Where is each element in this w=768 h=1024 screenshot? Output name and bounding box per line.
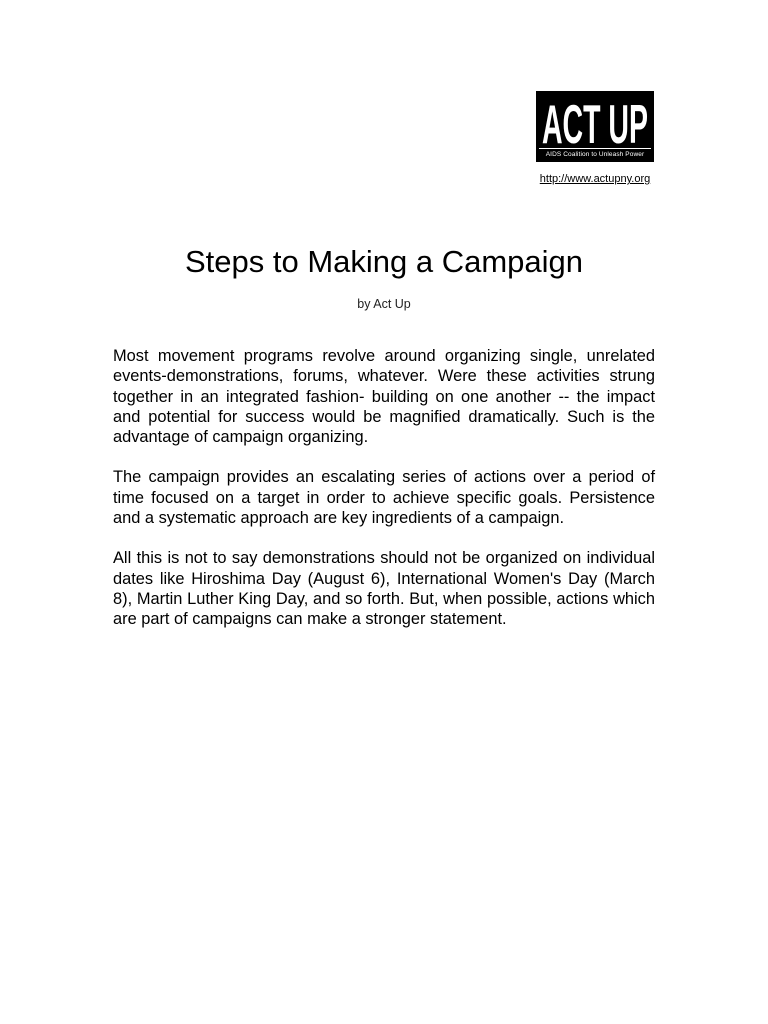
- act-up-logo: [536, 91, 654, 162]
- paragraph: The campaign provides an escalating series of actions over a period of time focused on a target in order to achieve specific goals. Persistence and a systematic approach are key ingredients of a campaign.: [113, 468, 655, 528]
- act-up-wordmark: [540, 93, 650, 147]
- paragraph: All this is not to say demonstrations should not be organized on individual dates like Hiroshima Day (August 6), International Women's Day (March 8), Martin Luther King Day, and so forth. But, when possible, actions which are part of campaigns can make a stronger statement.: [113, 549, 655, 629]
- paragraph: Most movement programs revolve around organizing single, unrelated events-demonstrations, forums, whatever. Were these activities strung together in an integrated fashion- building on one another -- the impact and potential for success would be magnified dramatically. Such is the advantage of campaign organizing.: [113, 347, 655, 447]
- document-body: [113, 346, 655, 650]
- svg-text:ACT UP: ACT UP: [542, 93, 648, 147]
- logo-divider: [539, 148, 651, 149]
- website-link[interactable]: http://www.actupny.org: [539, 173, 651, 185]
- logo-tagline: AIDS Coalition to Unleash Power: [545, 151, 645, 158]
- document-title: Steps to Making a Campaign: [184, 244, 584, 279]
- byline: by Act Up: [357, 297, 411, 311]
